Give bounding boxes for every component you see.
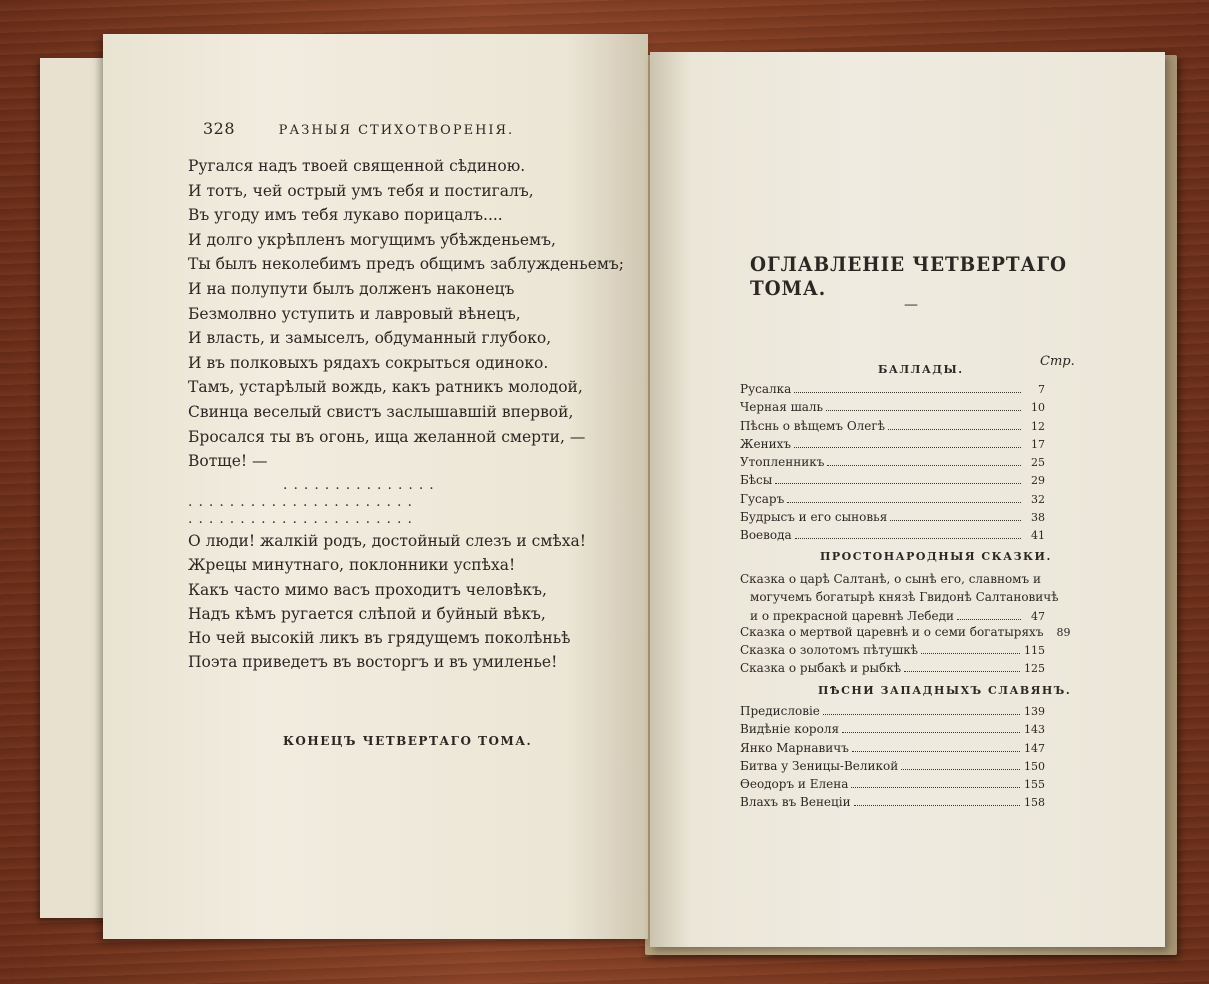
dot-leader <box>842 732 1020 733</box>
toc-entry-page: 7 <box>1038 383 1045 396</box>
toc-entry[interactable] <box>740 722 1045 740</box>
dot-leader <box>890 520 1021 521</box>
poem-line: Свинца веселый свистъ заслышавшій впервой, <box>188 402 574 421</box>
toc-entry[interactable] <box>740 624 1071 643</box>
toc-entry-page: 47 <box>1031 609 1045 623</box>
toc-entry[interactable] <box>740 492 1045 510</box>
toc-entry[interactable] <box>740 510 1045 528</box>
toc-entry-page: 17 <box>1031 437 1045 451</box>
poem-line: И въ полковыхъ рядахъ сокрыться одиноко. <box>188 353 549 372</box>
toc-entry-title-line: и о прекрасной царевнѣ Лебеди <box>750 608 955 623</box>
toc-entry-title: Будрысъ и его сыновья <box>740 510 888 525</box>
toc-entry-page: 139 <box>1024 705 1045 718</box>
toc-entry-page: 115 <box>1024 644 1045 658</box>
poem-line: Ругался надъ твоей священной сѣдиною. <box>188 157 526 175</box>
toc-entry-page: 158 <box>1024 796 1045 810</box>
dot-leader <box>826 410 1021 411</box>
section-heading-western-slavs: ПѢСНИ ЗАПАДНЫХЪ СЛАВЯНЪ. <box>818 684 1072 697</box>
toc-entry[interactable] <box>740 382 1045 400</box>
dot-leader <box>794 392 1021 393</box>
toc-title: ОГЛАВЛЕНІЕ ЧЕТВЕРТАГО ТОМА. <box>750 252 1067 300</box>
dot-leader <box>795 538 1021 539</box>
toc-entry-title: Бѣсы <box>740 473 773 488</box>
poem-line: Какъ часто мимо васъ проходитъ человѣкъ, <box>188 580 547 599</box>
toc-entry[interactable] <box>740 643 1045 661</box>
toc-entry-page: 12 <box>1031 419 1045 433</box>
toc-entry-title: Влахъ въ Венеціи <box>740 795 851 810</box>
section-heading-folk-tales: ПРОСТОНАРОДНЫЯ СКАЗКИ. <box>820 550 1052 563</box>
end-of-volume-note: КОНЕЦЪ ЧЕТВЕРТАГО ТОМА. <box>283 734 533 748</box>
section-heading-ballads: БАЛЛАДЫ. <box>878 363 964 376</box>
toc-entry-page: 38 <box>1031 511 1045 525</box>
dot-leader <box>921 653 1020 654</box>
toc-entry[interactable] <box>740 437 1045 455</box>
dot-leader <box>823 714 1020 715</box>
page-column-label: Стр. <box>1040 354 1075 369</box>
dot-leader <box>851 787 1020 788</box>
poem-line: Безмолвно уступить и лавровый вѣнецъ, <box>188 304 521 323</box>
poem-line: Жрецы минутнаго, поклонники успѣха! <box>188 556 516 575</box>
toc-entry-title-line: Сказка о царѣ Салтанѣ, о сынѣ его, славномъ и <box>740 572 1041 586</box>
toc-entry-title: Ѳеодоръ и Елена <box>740 777 849 792</box>
toc-entry[interactable] <box>740 704 1045 722</box>
poem-line: Въ угоду имъ тебя лукаво порицалъ.... <box>188 206 503 225</box>
toc-entry-title: Русалка <box>740 382 792 396</box>
dot-leader <box>888 429 1021 430</box>
toc-entry-page: 29 <box>1031 474 1045 488</box>
toc-entry-page: 147 <box>1024 741 1045 755</box>
toc-list-western-slavs <box>740 704 1045 814</box>
dot-leader <box>775 483 1021 484</box>
toc-entry-multiline[interactable] <box>740 570 1059 625</box>
toc-entry-page: 89 <box>1056 625 1071 639</box>
toc-list-folk-tales <box>740 570 1071 680</box>
toc-entry-title: Гусаръ <box>740 491 785 506</box>
poem-line: Надъ кѣмъ ругается слѣпой и буйный вѣкъ, <box>188 604 546 623</box>
toc-entry-page: 25 <box>1031 456 1045 470</box>
toc-entry[interactable] <box>740 400 1045 418</box>
left-page <box>103 34 648 939</box>
toc-entry[interactable] <box>740 741 1045 759</box>
toc-entry-title: Янко Марнавичъ <box>740 740 849 755</box>
toc-entry-page: 150 <box>1024 759 1045 773</box>
toc-entry[interactable] <box>740 759 1045 777</box>
toc-entry-page: 32 <box>1031 492 1045 506</box>
poem-line: Бросался ты въ огонь, ища желанной смерти, — <box>188 427 586 446</box>
toc-entry[interactable] <box>740 795 1045 813</box>
toc-entry-title: Сказка о рыбакѣ и рыбкѣ <box>740 661 902 676</box>
poem-line: И власть, и замыселъ, обдуманный глубоко, <box>188 329 552 348</box>
toc-entry-title: Сказка о мертвой царевнѣ и о семи богатыряхъ <box>740 624 1044 639</box>
poem-line: И тотъ, чей острый умъ тебя и постигалъ, <box>188 181 534 200</box>
running-header <box>203 119 514 138</box>
dot-leader <box>787 502 1021 503</box>
dot-leader <box>827 465 1021 466</box>
toc-entry-page: 155 <box>1024 778 1045 792</box>
poem-line: Тамъ, устарѣлый вождь, какъ ратникъ молодой, <box>188 378 583 397</box>
poem-line: И на полупути былъ долженъ наконецъ <box>188 279 515 298</box>
ellipsis-row: ............... <box>283 477 440 493</box>
ellipsis-row: ...................... <box>188 511 418 527</box>
toc-entry-title: Сказка о золотомъ пѣтушкѣ <box>740 643 918 658</box>
poem-line: Вотще! — <box>188 452 268 471</box>
toc-entry-title: Черная шаль <box>740 400 824 415</box>
poem-line: Но чей высокій ликъ въ грядущемъ поколѣньѣ <box>188 629 571 648</box>
toc-entry-title: Предисловіе <box>740 704 820 718</box>
dot-leader <box>794 447 1021 448</box>
toc-entry-title-line: могучемъ богатырѣ князѣ Гвидонѣ Салтановичѣ <box>750 590 1059 605</box>
toc-entry[interactable] <box>740 661 1045 679</box>
dot-leader <box>957 619 1021 620</box>
poem-part1 <box>188 154 625 474</box>
poem-line: И долго укрѣпленъ могущимъ убѣжденьемъ, <box>188 230 556 249</box>
toc-entry-title: Женихъ <box>740 436 791 451</box>
dot-leader <box>854 805 1020 806</box>
ellipsis-row: ...................... <box>188 494 418 510</box>
dot-leader <box>852 751 1020 752</box>
dot-leader <box>904 671 1020 672</box>
poem-part2 <box>188 529 608 675</box>
toc-entry-title: Воевода <box>740 528 792 543</box>
toc-entry[interactable] <box>740 473 1045 491</box>
toc-entry-title: Битва у Зеницы-Великой <box>740 758 899 773</box>
right-page <box>650 52 1165 947</box>
toc-entry-title: Видѣніе короля <box>740 722 840 737</box>
toc-entry[interactable] <box>740 777 1045 795</box>
page-number: 328 <box>203 119 236 138</box>
toc-entry[interactable] <box>740 528 1045 546</box>
toc-entry[interactable] <box>740 419 1045 437</box>
poem-line: Ты былъ неколебимъ предъ общимъ заблужденьемъ; <box>188 255 625 274</box>
toc-entry-page: 143 <box>1024 723 1045 737</box>
toc-entry-page: 41 <box>1031 529 1045 543</box>
toc-entry-title: Пѣснь о вѣщемъ Олегѣ <box>740 418 885 433</box>
toc-list-ballads <box>740 382 1045 547</box>
toc-entry[interactable] <box>740 455 1045 473</box>
poem-line: Поэта приведетъ въ восторгъ и въ умиленье! <box>188 653 558 672</box>
poem-line: О люди! жалкій родъ, достойный слезъ и смѣха! <box>188 532 586 550</box>
toc-entry-title: Утопленникъ <box>740 455 825 470</box>
toc-entry-page: 125 <box>1024 662 1045 676</box>
toc-dash: — <box>904 297 918 313</box>
toc-entry-page: 10 <box>1031 401 1045 415</box>
dot-leader <box>901 769 1020 770</box>
running-title: РАЗНЫЯ СТИХОТВОРЕНІЯ. <box>278 123 515 138</box>
